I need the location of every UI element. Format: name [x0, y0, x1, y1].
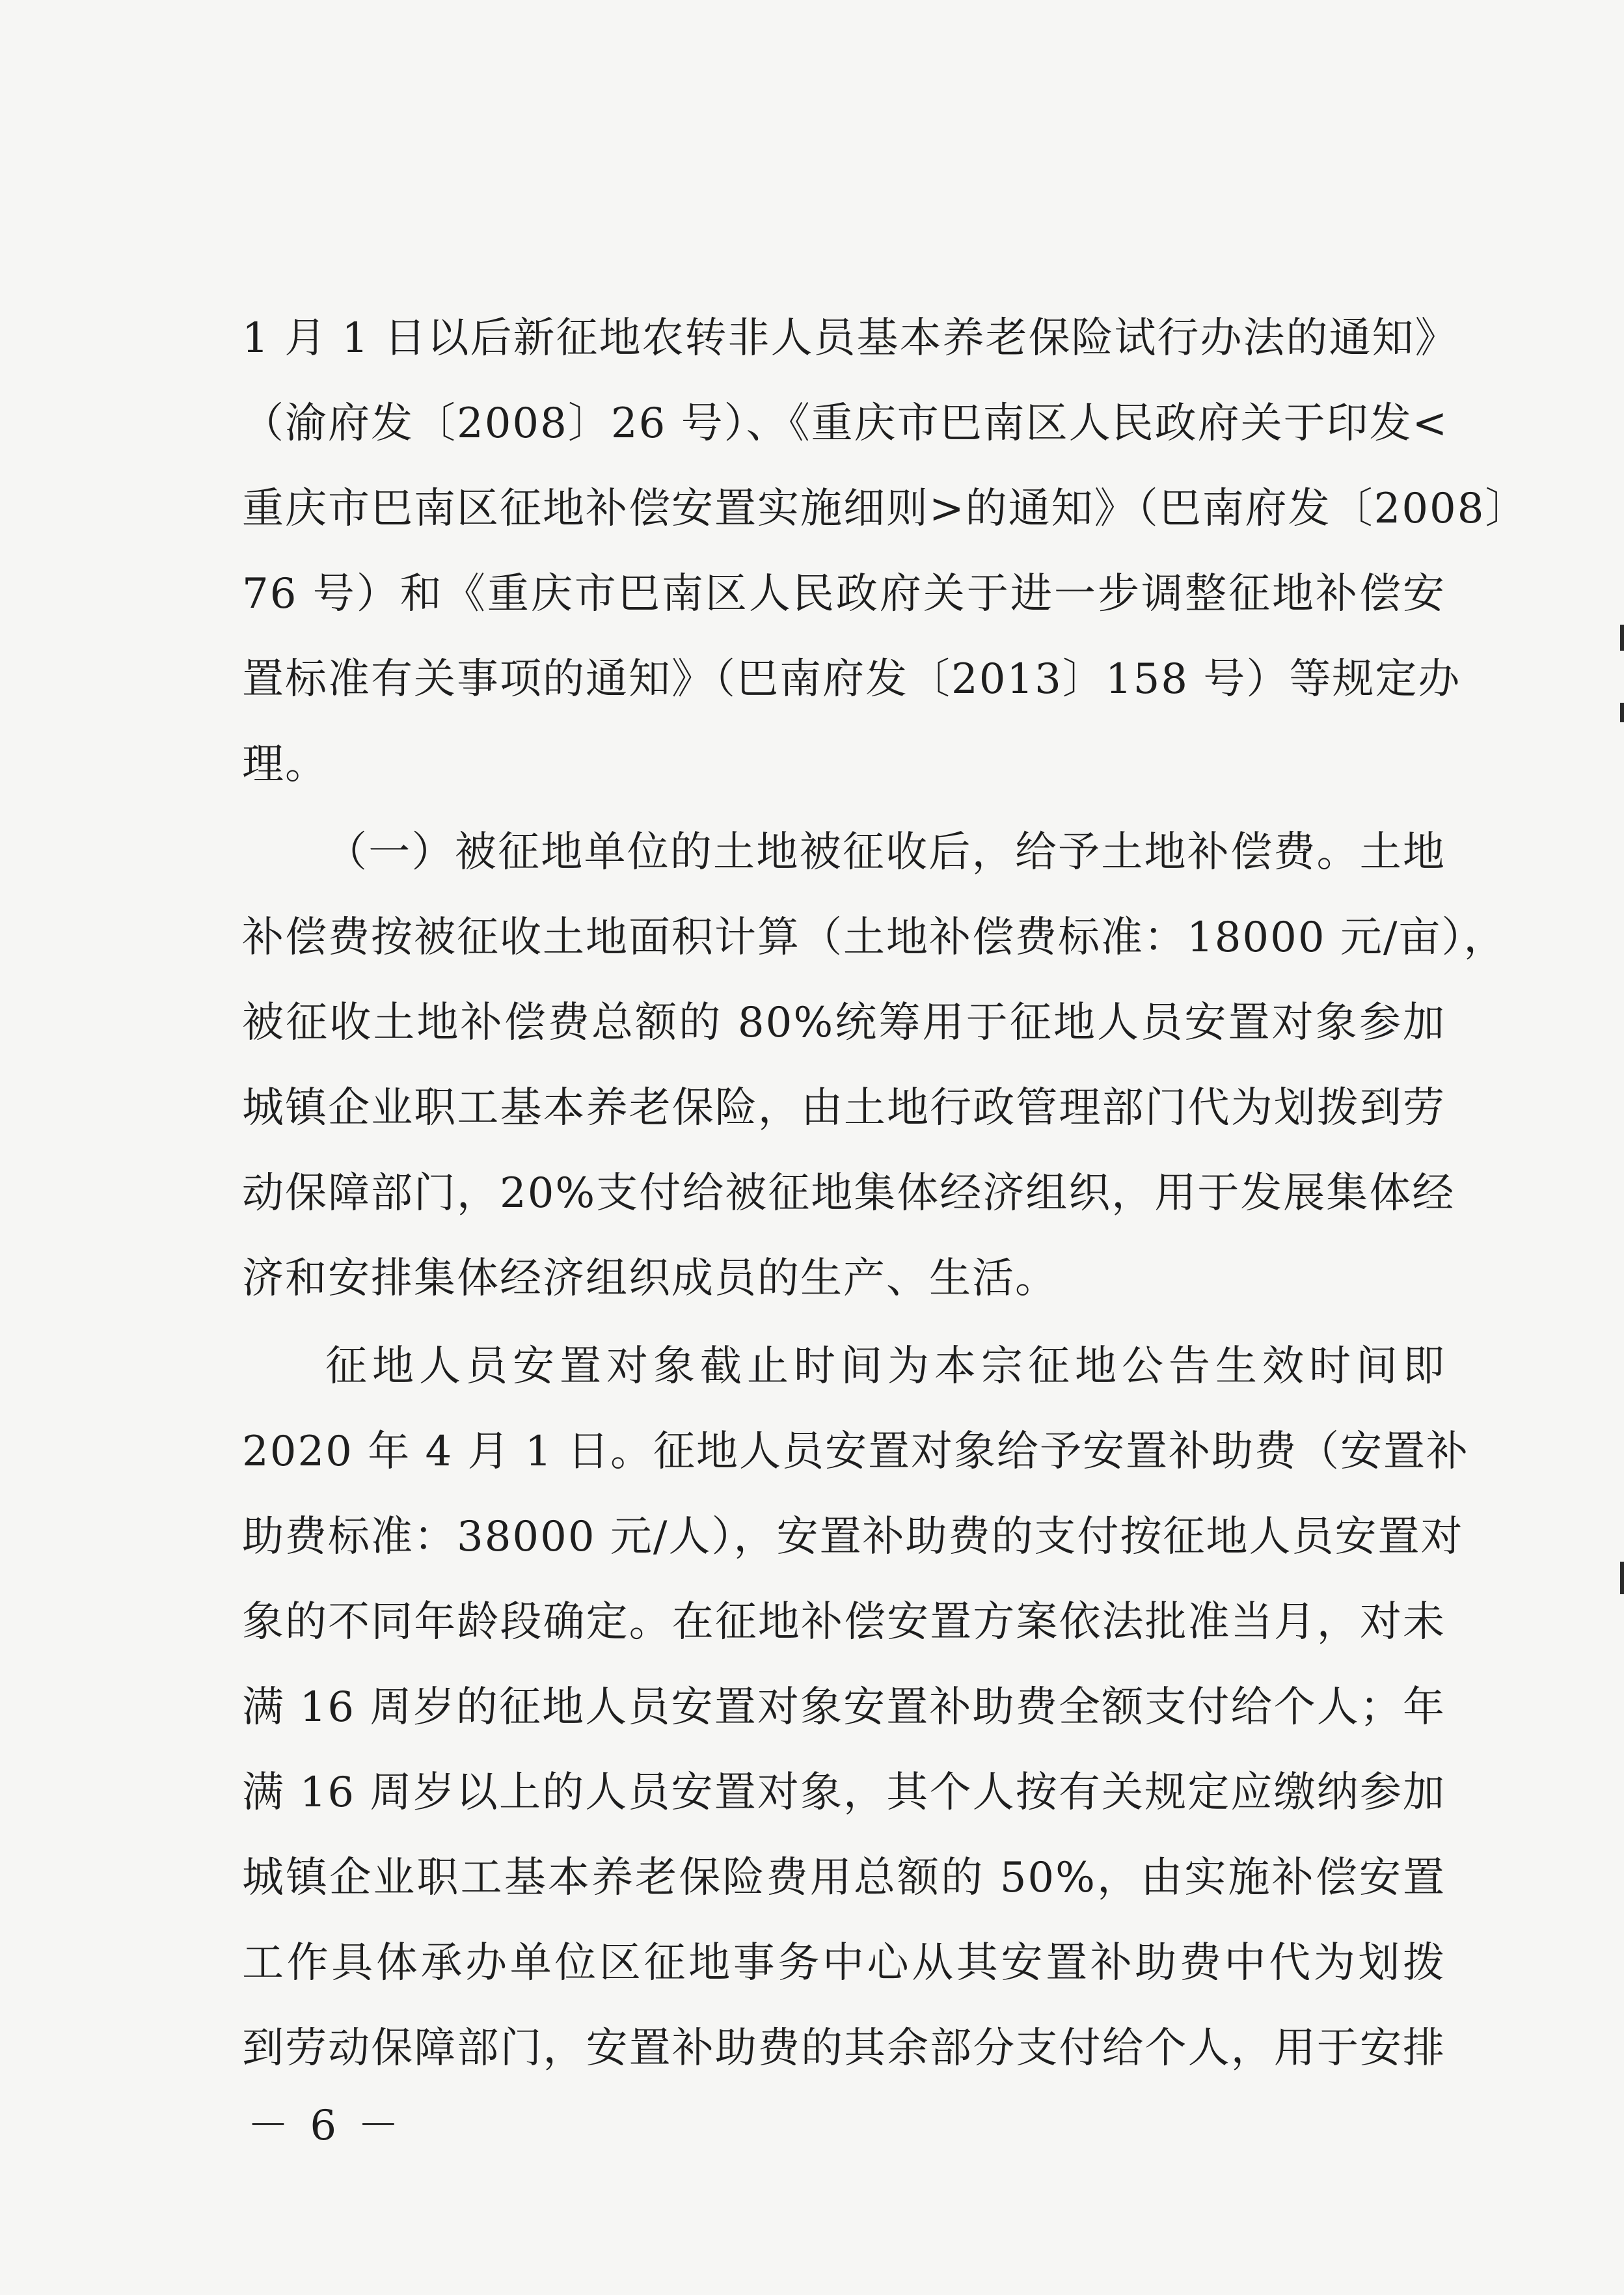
paragraph: [242, 810, 1507, 1322]
text-line: 济和安排集体经济组织成员的生产、生活。: [242, 1255, 1058, 1303]
text-line: 城镇企业职工基本养老保险，由土地行政管理部门代为划拨到劳: [242, 1084, 1446, 1132]
text-line: 重庆市巴南区征地补偿安置实施细则>的通知》（巴南府发〔2008〕: [242, 485, 1528, 533]
text-line: 城镇企业职工基本养老保险费用总额的 50%，由实施补偿安置: [242, 1854, 1446, 1902]
text-line: （渝府发〔2008〕26 号）、《重庆市巴南区人民政府关于印发<: [242, 400, 1449, 448]
paragraph: [242, 296, 1528, 808]
scan-edge-mark: [1620, 1562, 1624, 1594]
text-line: 1 月 1 日以后新征地农转非人员基本养老保险试行办法的通知》: [242, 314, 1458, 362]
text-line: 满 16 周岁的征地人员安置对象安置补助费全额支付给个人；年: [242, 1683, 1446, 1731]
paragraph: [242, 1324, 1470, 2091]
text-line: 象的不同年龄段确定。在征地补偿安置方案依法批准当月，对未: [242, 1598, 1446, 1646]
text-line: 助费标准：38000 元/人），安置补助费的支付按征地人员安置对: [242, 1513, 1464, 1561]
scan-edge-mark: [1620, 703, 1624, 722]
page-number: － 6 －: [247, 2102, 403, 2150]
text-line: 被征收土地补偿费总额的 80%统筹用于征地人员安置对象参加: [242, 999, 1446, 1047]
text-line: 置标准有关事项的通知》（巴南府发〔2013〕158 号）等规定办: [242, 655, 1461, 703]
text-line: 76 号）和《重庆市巴南区人民政府关于进一步调整征地补偿安: [242, 570, 1446, 618]
text-line: 补偿费按被征收土地面积计算（土地补偿费标准：18000 元/亩），: [242, 914, 1507, 962]
text-line: 动保障部门，20%支付给被征地集体经济组织，用于发展集体经: [242, 1169, 1455, 1217]
body-text: [242, 296, 1528, 2091]
text-line: 征地人员安置对象截止时间为本宗征地公告生效时间即: [325, 1342, 1446, 1391]
text-line: 工作具体承办单位区征地事务中心从其安置补助费中代为划拨: [242, 1939, 1446, 1987]
text-line: 理。: [242, 740, 328, 789]
text-line: 满 16 周岁以上的人员安置对象，其个人按有关规定应缴纳参加: [242, 1769, 1446, 1817]
text-line: （一）被征地单位的土地被征收后，给予土地补偿费。土地: [325, 828, 1446, 876]
scan-edge-mark: [1620, 625, 1624, 651]
text-line: 到劳动保障部门，安置补助费的其余部分支付给个人，用于安排: [242, 2024, 1446, 2072]
text-line: 2020 年 4 月 1 日。征地人员安置对象给予安置补助费（安置补: [242, 1428, 1470, 1476]
